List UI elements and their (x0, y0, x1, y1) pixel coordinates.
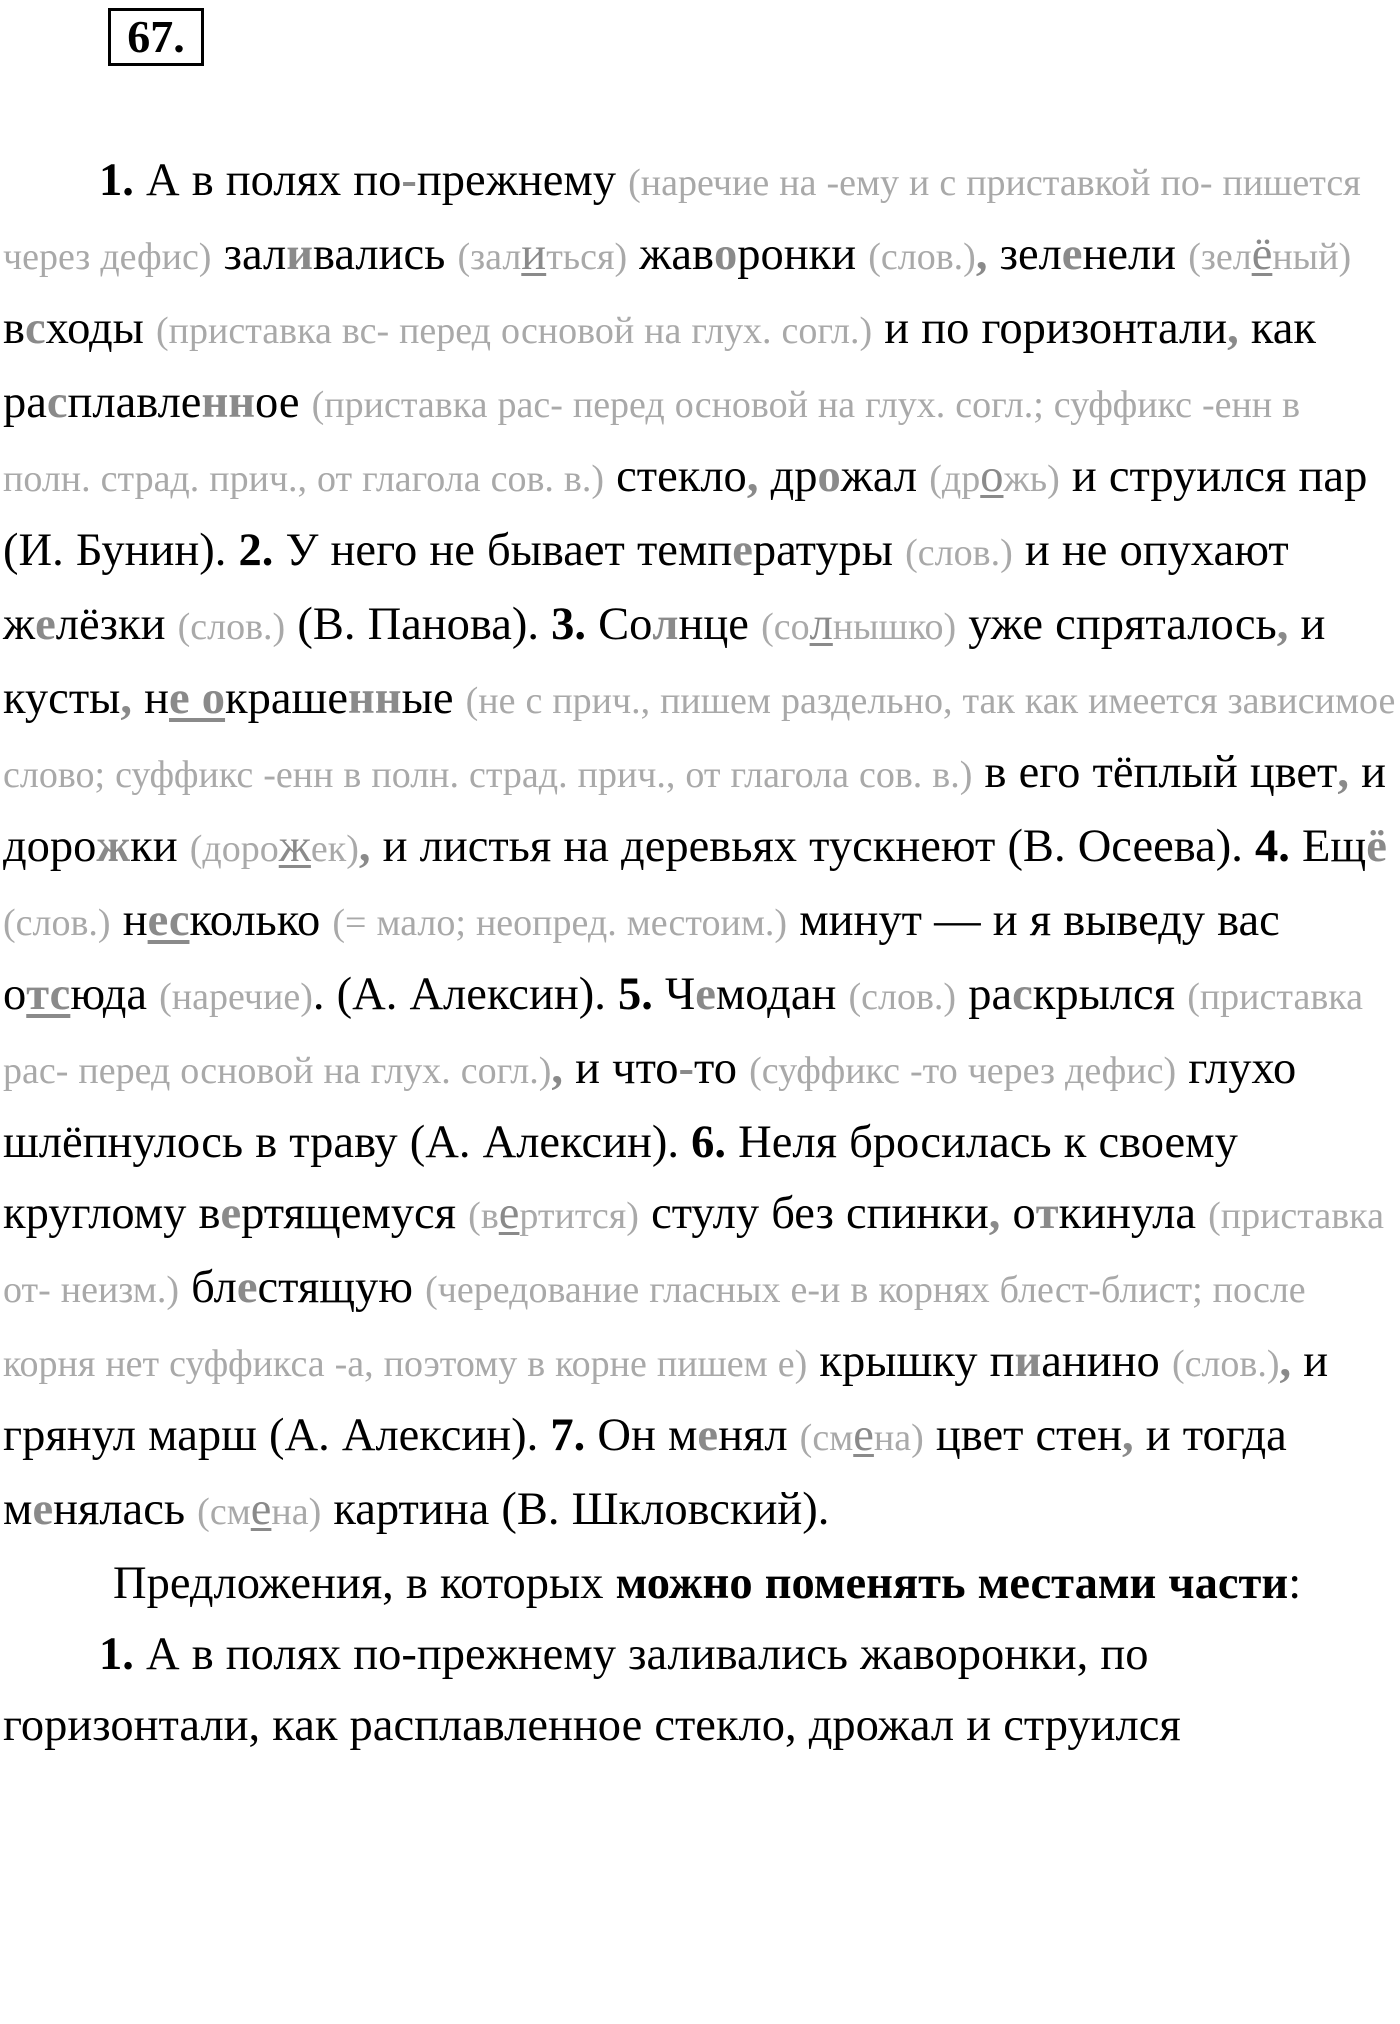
underlined-letter: тс (26, 969, 71, 1020)
text-run: и тогда м (3, 1410, 1287, 1535)
underlined-letter: ж (278, 821, 311, 872)
text-run: кинула (1058, 1188, 1209, 1239)
highlighted-letter: , (746, 451, 759, 502)
highlighted-letter: , (1279, 1336, 1292, 1387)
comment-text: (доро (189, 828, 279, 870)
text-run: зел (987, 229, 1062, 280)
comment-text: ться) (546, 236, 628, 278)
highlighted-letter: о (713, 229, 738, 280)
highlighted-letter: - (401, 155, 417, 206)
underlined-letter: о (980, 451, 1004, 502)
sentence-number: 1. (99, 155, 146, 206)
sentence-number: 4. (1254, 821, 1302, 872)
text-run: нели (1082, 229, 1189, 280)
text-run: Со (598, 599, 653, 650)
text-run: модан (715, 969, 849, 1020)
highlighted-letter: , (120, 673, 133, 724)
comment-text: (слов.) (868, 236, 976, 278)
comment-text: (чередование гласных е-и в корнях блест-блист; после корня нет суффикса -а, поэтому в корне пишем е) (3, 1269, 1306, 1385)
text-run: ые (401, 673, 466, 724)
text-run: цвет стен (923, 1410, 1123, 1461)
paragraph-swap-sentence (3, 1619, 1397, 1761)
comment-text: (не с прич., пишем раздельно, так как имеется зависимое слово; суффикс -енн в полн. страд. прич., от глагола сов. в.) (3, 680, 1396, 796)
comment-text: (наречие на -ему и с приставкой по- пишется через дефис) (3, 162, 1361, 278)
comment-text: (см (799, 1417, 854, 1459)
text-run: стекло (604, 451, 747, 502)
text-run: краше (225, 673, 348, 724)
highlighted-letter: ж (96, 821, 131, 872)
underlined-letter: е о (169, 673, 226, 724)
comment-text: (в (468, 1195, 499, 1237)
comment-text: (слов.) (3, 902, 111, 944)
text-run: ки (130, 821, 190, 872)
highlighted-letter: нн (201, 377, 256, 428)
text-run: картина (В. Шкловский). (321, 1484, 830, 1535)
paragraph-swap-heading (3, 1548, 1397, 1619)
comment-text: (слов.) (848, 976, 957, 1018)
text-run: А в полях по-прежнему заливались жаворонки, по горизонтали, как расплавленное стекло, дрожал и струился (3, 1629, 1181, 1751)
sentence-number: 7. (550, 1410, 598, 1461)
comment-text: (приставка вс- перед основой на глух. согл.) (156, 310, 873, 352)
comment-text: (приставка от- неизм.) (3, 1195, 1384, 1311)
text-run: крышку п (807, 1336, 1015, 1387)
highlighted-letter: т (1035, 1188, 1059, 1239)
text-run: уже спряталось (956, 599, 1277, 650)
text-run: Неля бросилась к своему круглому в (3, 1117, 1238, 1239)
comment-text: (зал (457, 236, 522, 278)
text-run: бл (178, 1262, 237, 1313)
text-run: др (758, 451, 818, 502)
text-run: лёзки (55, 599, 178, 650)
text-run: о (1000, 1188, 1036, 1239)
highlighted-letter: , (975, 229, 988, 280)
text-run: и кусты (3, 599, 1326, 724)
text-run: А в полях по (146, 155, 402, 206)
text-run: Ч (664, 969, 696, 1020)
underlined-letter: ё (1251, 229, 1273, 280)
comment-text: (наречие) (159, 976, 313, 1018)
text-run: и по горизонтали (872, 303, 1228, 354)
highlighted-letter: е (35, 599, 56, 650)
text-run: и не опухают ж (3, 525, 1289, 650)
highlighted-letter: л (652, 599, 679, 650)
highlighted-letter: с (24, 303, 46, 354)
comment-text: (слов.) (1171, 1343, 1280, 1385)
text-run: в его тёплый цвет (972, 747, 1338, 798)
text-run: Предложения, в которых (113, 1558, 616, 1609)
text-run: (В. Панова). (285, 599, 552, 650)
text-run: и доро (3, 747, 1386, 872)
text-run: анино (1041, 1336, 1172, 1387)
comment-text: (зел (1188, 236, 1252, 278)
exercise-number: 67. (108, 8, 204, 66)
text-run: юда (70, 969, 160, 1020)
highlighted-letter: е (732, 525, 753, 576)
highlighted-letter: , (988, 1188, 1001, 1239)
text-run: ртящемуся (241, 1188, 469, 1239)
text-run: и грянул марш (А. Алексин). (3, 1336, 1329, 1461)
text-run: и листья на деревьях тускнеют (В. Осеева). (370, 821, 1255, 872)
text-run: плавле (67, 377, 202, 428)
sentence-number: 2. (238, 525, 286, 576)
underlined-letter: е (250, 1484, 272, 1535)
underlined-letter: ес (147, 895, 190, 946)
paragraph-sentences (3, 145, 1397, 1548)
text-run: . (А. Алексин). (312, 969, 618, 1020)
comment-text: на) (873, 1417, 924, 1459)
text-run: У него не бывает темп (285, 525, 733, 576)
text-run: колько (189, 895, 333, 946)
comment-text: (приставка рас- перед основой на глух. согл.) (3, 976, 1364, 1092)
highlighted-letter: с (46, 377, 68, 428)
text-run: и что (563, 1043, 679, 1094)
text-run: стящую (257, 1262, 426, 1313)
text-run: ое (255, 377, 312, 428)
highlighted-letter: е (1061, 229, 1083, 280)
text-run: и струился пар (И. Бунин). (3, 451, 1368, 576)
comment-text: (приставка рас- перед основой на глух. согл.; суффикс -енн в полн. страд. прич., от глагола сов. в.) (3, 384, 1301, 500)
text-run: крылся (1032, 969, 1188, 1020)
text-run: Он м (597, 1410, 698, 1461)
text-run: вались (313, 229, 458, 280)
underlined-letter: л (809, 599, 833, 650)
highlighted-letter: е (236, 1262, 258, 1313)
text-run: н (110, 895, 148, 946)
comment-text: (суффикс -то через дефис) (749, 1050, 1177, 1092)
highlighted-letter: , (1227, 303, 1239, 354)
highlighted-letter: е (695, 969, 716, 1020)
text-run: жав (627, 229, 714, 280)
highlighted-letter: , (1276, 599, 1289, 650)
comment-text: (слов.) (177, 606, 286, 648)
sentence-number: 3. (551, 599, 599, 650)
text-run: : (1288, 1558, 1302, 1609)
highlighted-letter: и (286, 229, 314, 280)
comment-text: ный) (1272, 236, 1352, 278)
text-run: н (132, 673, 170, 724)
text-run: жал (840, 451, 930, 502)
text-run: в (3, 303, 25, 354)
text-run: ронки (737, 229, 869, 280)
highlighted-letter: е (220, 1188, 242, 1239)
sentence-number: 1. (99, 1629, 146, 1680)
highlighted-letter: е (697, 1410, 719, 1461)
comment-text: (см (197, 1491, 251, 1533)
underlined-letter: и (521, 229, 547, 280)
highlighted-letter: ё (1366, 821, 1387, 872)
comment-text: (др (929, 458, 981, 500)
comment-text: жь) (1003, 458, 1060, 500)
sentence-number: 5. (617, 969, 665, 1020)
text-run: нял (718, 1410, 800, 1461)
text-run: как ра (3, 303, 1316, 428)
comment-text: на) (271, 1491, 322, 1533)
comment-text: (слов.) (905, 532, 1013, 574)
text-run: ра (956, 969, 1013, 1020)
highlighted-letter: о (817, 451, 841, 502)
comment-text: нышко) (832, 606, 957, 648)
text-run: Ещ (1301, 821, 1367, 872)
highlighted-letter: , (1337, 747, 1349, 798)
bold-text: можно поменять местами части (615, 1558, 1289, 1609)
comment-text: (= мало; неопред. местоим.) (332, 902, 788, 944)
highlighted-letter: с (1012, 969, 1033, 1020)
highlighted-letter: , (1122, 1410, 1134, 1461)
comment-text: (со (761, 606, 810, 648)
text-run: глухо шлёпнулось в траву (А. Алексин). (3, 1043, 1297, 1168)
text-run: то (694, 1043, 750, 1094)
comment-text: ек) (310, 828, 359, 870)
text-run: ратуры (752, 525, 906, 576)
highlighted-letter: - (678, 1043, 695, 1094)
text-run: нялась (53, 1484, 198, 1535)
text-run: зал (211, 229, 287, 280)
highlighted-letter: , (358, 821, 371, 872)
text-run: нце (678, 599, 762, 650)
text-run: стулу без спинки (638, 1188, 989, 1239)
underlined-letter: е (498, 1188, 520, 1239)
text-run: ходы (45, 303, 157, 354)
comment-text: ртится) (519, 1195, 639, 1237)
highlighted-letter: нн (347, 673, 402, 724)
highlighted-letter: , (551, 1043, 564, 1094)
highlighted-letter: и (1014, 1336, 1042, 1387)
answer-text (3, 145, 1397, 1761)
highlighted-letter: е (32, 1484, 54, 1535)
sentence-number: 6. (691, 1117, 739, 1168)
underlined-letter: е (853, 1410, 874, 1461)
text-run: прежнему (416, 155, 629, 206)
text-run: минут — и я выведу вас о (3, 895, 1280, 1020)
